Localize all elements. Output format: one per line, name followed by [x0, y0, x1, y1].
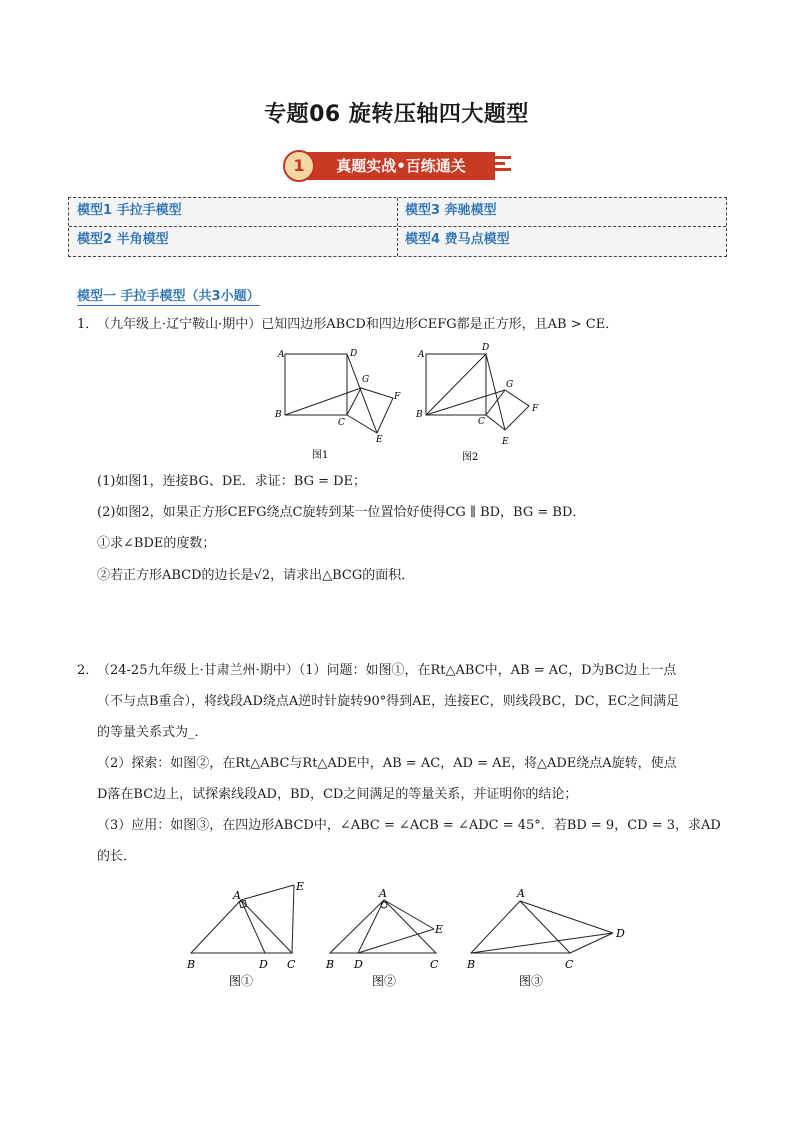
fig-caption-2: 图②: [372, 974, 397, 988]
fig1-caption: 图1: [312, 450, 329, 461]
fig-caption-1: 图①: [229, 974, 254, 988]
page-title: 专题06 旋转压轴四大题型: [264, 102, 529, 127]
q2-line: 的长．: [97, 849, 137, 864]
label-e: E: [435, 923, 444, 936]
segment-ec: [292, 885, 294, 953]
banner-number: 1: [283, 150, 315, 182]
model-link-2[interactable]: 模型2 半角模型: [77, 232, 169, 247]
model-link-3[interactable]: 模型3 奔驰模型: [405, 203, 497, 218]
label-a: A: [379, 887, 387, 900]
segment-ad: [520, 901, 613, 933]
q2-line: （2）探索：如图②，在Rt△ABC与Rt△ADE中，AB = AC，AD = AE，将△ADE绕点A旋转，使点: [97, 756, 677, 771]
q2-line: （24-25九年级上·甘肃兰州·期中）（1）问题：如图①，在Rt△ABC中，AB = AC，D为BC边上一点: [97, 663, 677, 678]
q2-line: 的等量关系式为_．: [97, 725, 208, 740]
q2-figure-2: [324, 883, 449, 992]
q1-stem: 已知四边形ABCD和四边形CEFG都是正方形，且AB > CE．: [261, 317, 619, 332]
label-d: D: [616, 927, 625, 940]
square-abcd: [285, 354, 347, 415]
segment-de: [486, 354, 505, 430]
q1-number: 1．: [77, 317, 99, 332]
label-b: B: [416, 410, 423, 420]
q2-line: D落在BC边上，试探索线段AD，BD，CD之间满足的等量关系，并证明你的结论；: [97, 787, 578, 802]
label-c: C: [338, 418, 345, 428]
fig2-caption: 图2: [462, 452, 479, 463]
banner-label: 真题实战•百练通关: [307, 152, 495, 180]
label-b: B: [467, 958, 476, 971]
q1-sub2: ②若正方形ABCD的边长是√2，请求出△BCG的面积．: [97, 568, 415, 583]
square-cefg: [347, 388, 393, 433]
table-divider: [397, 198, 398, 256]
label-b: B: [187, 958, 196, 971]
segment-ae: [241, 885, 294, 900]
label-e: E: [376, 435, 383, 445]
q1-part2: (2)如图2，如果正方形CEFG绕点C旋转到某一位置恰好使得CG ∥ BD，BG = BD．: [97, 505, 586, 520]
fig-caption-3: 图③: [519, 974, 544, 988]
model-table: [68, 197, 727, 257]
label-e: E: [502, 437, 509, 447]
section-heading[interactable]: 模型一 手拉手模型（共3小题）: [77, 285, 260, 306]
segment-de: [347, 354, 377, 433]
q2-figure-3: [462, 883, 632, 992]
q1-figure-2: [412, 340, 552, 463]
segment-ad: [358, 900, 384, 953]
section-banner: [283, 148, 515, 186]
label-d: D: [350, 349, 358, 359]
label-f: F: [532, 404, 539, 414]
model-link-4[interactable]: 模型4 费马点模型: [405, 232, 510, 247]
label-g: G: [506, 380, 514, 390]
square-cefg: [486, 390, 529, 430]
q2-figure-1: [183, 877, 313, 992]
label-d: D: [354, 958, 363, 971]
q1-source: （九年级上·辽宁鞍山·期中）: [97, 317, 262, 332]
q2-line: （不与点B重合），将线段AD绕点A逆时针旋转90°得到AE，连接EC，则线段BC，DC，EC之间满足: [97, 694, 680, 709]
label-c: C: [478, 417, 485, 427]
segment-de: [358, 929, 434, 953]
label-e: E: [296, 880, 305, 893]
label-d: D: [482, 343, 490, 353]
q2-line: （3）应用：如图③，在四边形ABCD中，∠ABC = ∠ACB = ∠ADC = 45°．若BD = 9，CD = 3，求AD: [97, 818, 721, 833]
label-c: C: [287, 958, 296, 971]
label-a: A: [418, 350, 425, 360]
label-f: F: [394, 392, 401, 402]
label-b: B: [326, 958, 335, 971]
label-a: A: [233, 889, 241, 902]
label-c: C: [430, 958, 439, 971]
label-g: G: [362, 375, 370, 385]
segment-ad: [241, 900, 265, 953]
triangle-abc: [471, 901, 570, 953]
q1-part1: (1)如图1，连接BG、DE．求证：BG = DE；: [97, 474, 367, 489]
label-b: B: [275, 410, 282, 420]
segment-ae: [384, 900, 434, 929]
label-a: A: [278, 350, 285, 360]
label-a: A: [517, 887, 525, 900]
label-d: D: [259, 958, 268, 971]
model-link-1[interactable]: 模型1 手拉手模型: [77, 203, 182, 218]
q2-number: 2．: [77, 663, 99, 678]
label-c: C: [565, 958, 574, 971]
q1-figure-1: [270, 345, 410, 463]
q1-sub1: ①求∠BDE的度数；: [97, 536, 216, 551]
banner-stripes-icon: [495, 156, 511, 178]
q1-stem-line: [97, 315, 618, 335]
